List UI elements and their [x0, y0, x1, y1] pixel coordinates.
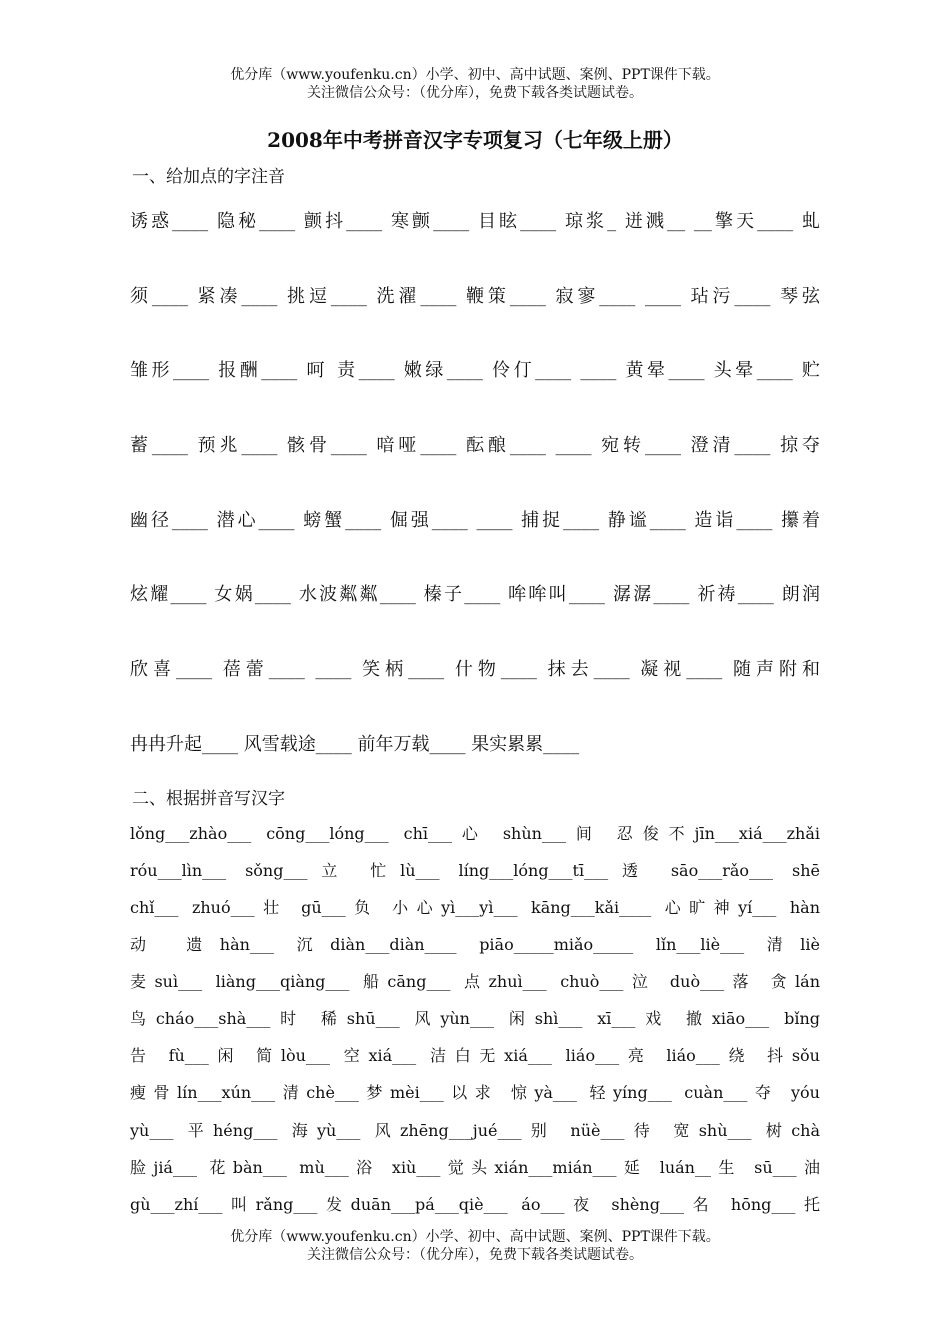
section-2-line: 告 fù___闲 简lòu___ 空xiá___ 洁白无xiá___ liáo___亮 liáo___绕 抖sǒu — [130, 1046, 820, 1065]
section-1-line: 幽径____ 潜心____ 螃蟹____ 倔强____ ____ 捕捉____ 静谧____ 造诣____ 攥着 — [130, 510, 820, 531]
page-footer — [0, 1228, 950, 1264]
section-2-line: róu___lìn___ sǒng___立 忙lù___ líng___lóng___tī___透 sāo___rǎo___ shē — [130, 861, 820, 880]
section-2-line: 动 遗hàn___ 沉diàn___diàn____ piāo_____miǎo_____ lǐn___liè___ 清liè — [130, 935, 820, 954]
section-1-line: 欣喜____ 蓓蕾____ ____ 笑柄____ 什物____ 抹去____ 凝视____ 随声附和 — [130, 659, 820, 680]
header-line-2: 关注微信公众号：（优分库），免费下载各类试题试卷。 — [307, 85, 643, 101]
section-2-line: yù___ 平héng___ 海yù___ 风zhēng___jué___别 nüè___待 宽shù___ 树chà — [130, 1121, 820, 1140]
page-header — [0, 66, 950, 102]
section-2-heading: 二、根据拼音写汉字 — [132, 789, 285, 809]
section-1-line: 雏形____ 报酬____ 呵 责____ 嫩绿____ 伶仃____ ____ 黄晕____ 头晕____ 贮 — [130, 360, 820, 381]
header-line-1: 优分库（www.youfenku.cn）小学、初中、高中试题、案例、PPT课件下载。 — [230, 67, 720, 83]
section-1-line: 诱惑____ 隐秘____ 颤抖____ 寒颤____ 目眩____ 琼浆_ 迸溅__ __擎天____ 虬 — [130, 211, 820, 232]
section-2-line: 麦suì___ liàng___qiàng___ 船cāng___ 点zhuì___ chuò___泣 duò___落 贪lán — [130, 972, 820, 991]
page-title: 2008年中考拼音汉字专项复习（七年级上册） — [267, 128, 683, 152]
section-1-heading: 一、给加点的字注音 — [132, 167, 285, 187]
section-2-line: 脸jiá___ 花bàn___ mù___浴 xiù___觉头xián___mián___延 luán__生 sū___油 — [130, 1158, 820, 1177]
section-1-line: 蓄____ 预兆____ 骸骨____ 喑哑____ 酝酿____ ____ 宛转____ 澄清____ 掠夺 — [130, 435, 820, 456]
section-2-line: 瘦骨lín___xún___清chè___梦mèi___以求 惊yà___ 轻yíng___ cuàn___夺 yóu — [130, 1083, 820, 1102]
section-1-line: 冉冉升起____ 风雪载途____ 前年万载____ 果实累累____ — [130, 734, 580, 755]
section-2-line: gù___zhí___叫rǎng___发duān___pá___qiè___ áo___夜 shèng___名 hōng___托 — [130, 1195, 820, 1214]
section-1-line: 须____ 紧凑____ 挑逗____ 洗濯____ 鞭策____ 寂寥____ ____ 玷污____ 琴弦 — [130, 286, 820, 307]
footer-line-1: 优分库（www.youfenku.cn）小学、初中、高中试题、案例、PPT课件下载。 — [230, 1229, 720, 1245]
section-2-line: chǐ___ zhuó___壮 gū___负 小心yì___yì___ kāng___kǎi____ 心旷神yí___ hàn — [130, 898, 820, 917]
section-2-line: lǒng___zhào___ cōng___lóng___ chī___心 shùn___间 忍俊不jīn___xiá___zhǎi — [130, 824, 820, 843]
section-1-line: 炫耀____ 女娲____ 水波粼粼____ 榛子____ 哞哞叫____ 潺潺____ 祈祷____ 朗润 — [130, 584, 820, 605]
section-2-line: 鸟cháo___shà___时 稀shū___ 风yùn___ 闲shì___ xī___戏 撤xiāo___ bǐng — [130, 1009, 820, 1028]
footer-line-2: 关注微信公众号：（优分库），免费下载各类试题试卷。 — [307, 1247, 643, 1263]
